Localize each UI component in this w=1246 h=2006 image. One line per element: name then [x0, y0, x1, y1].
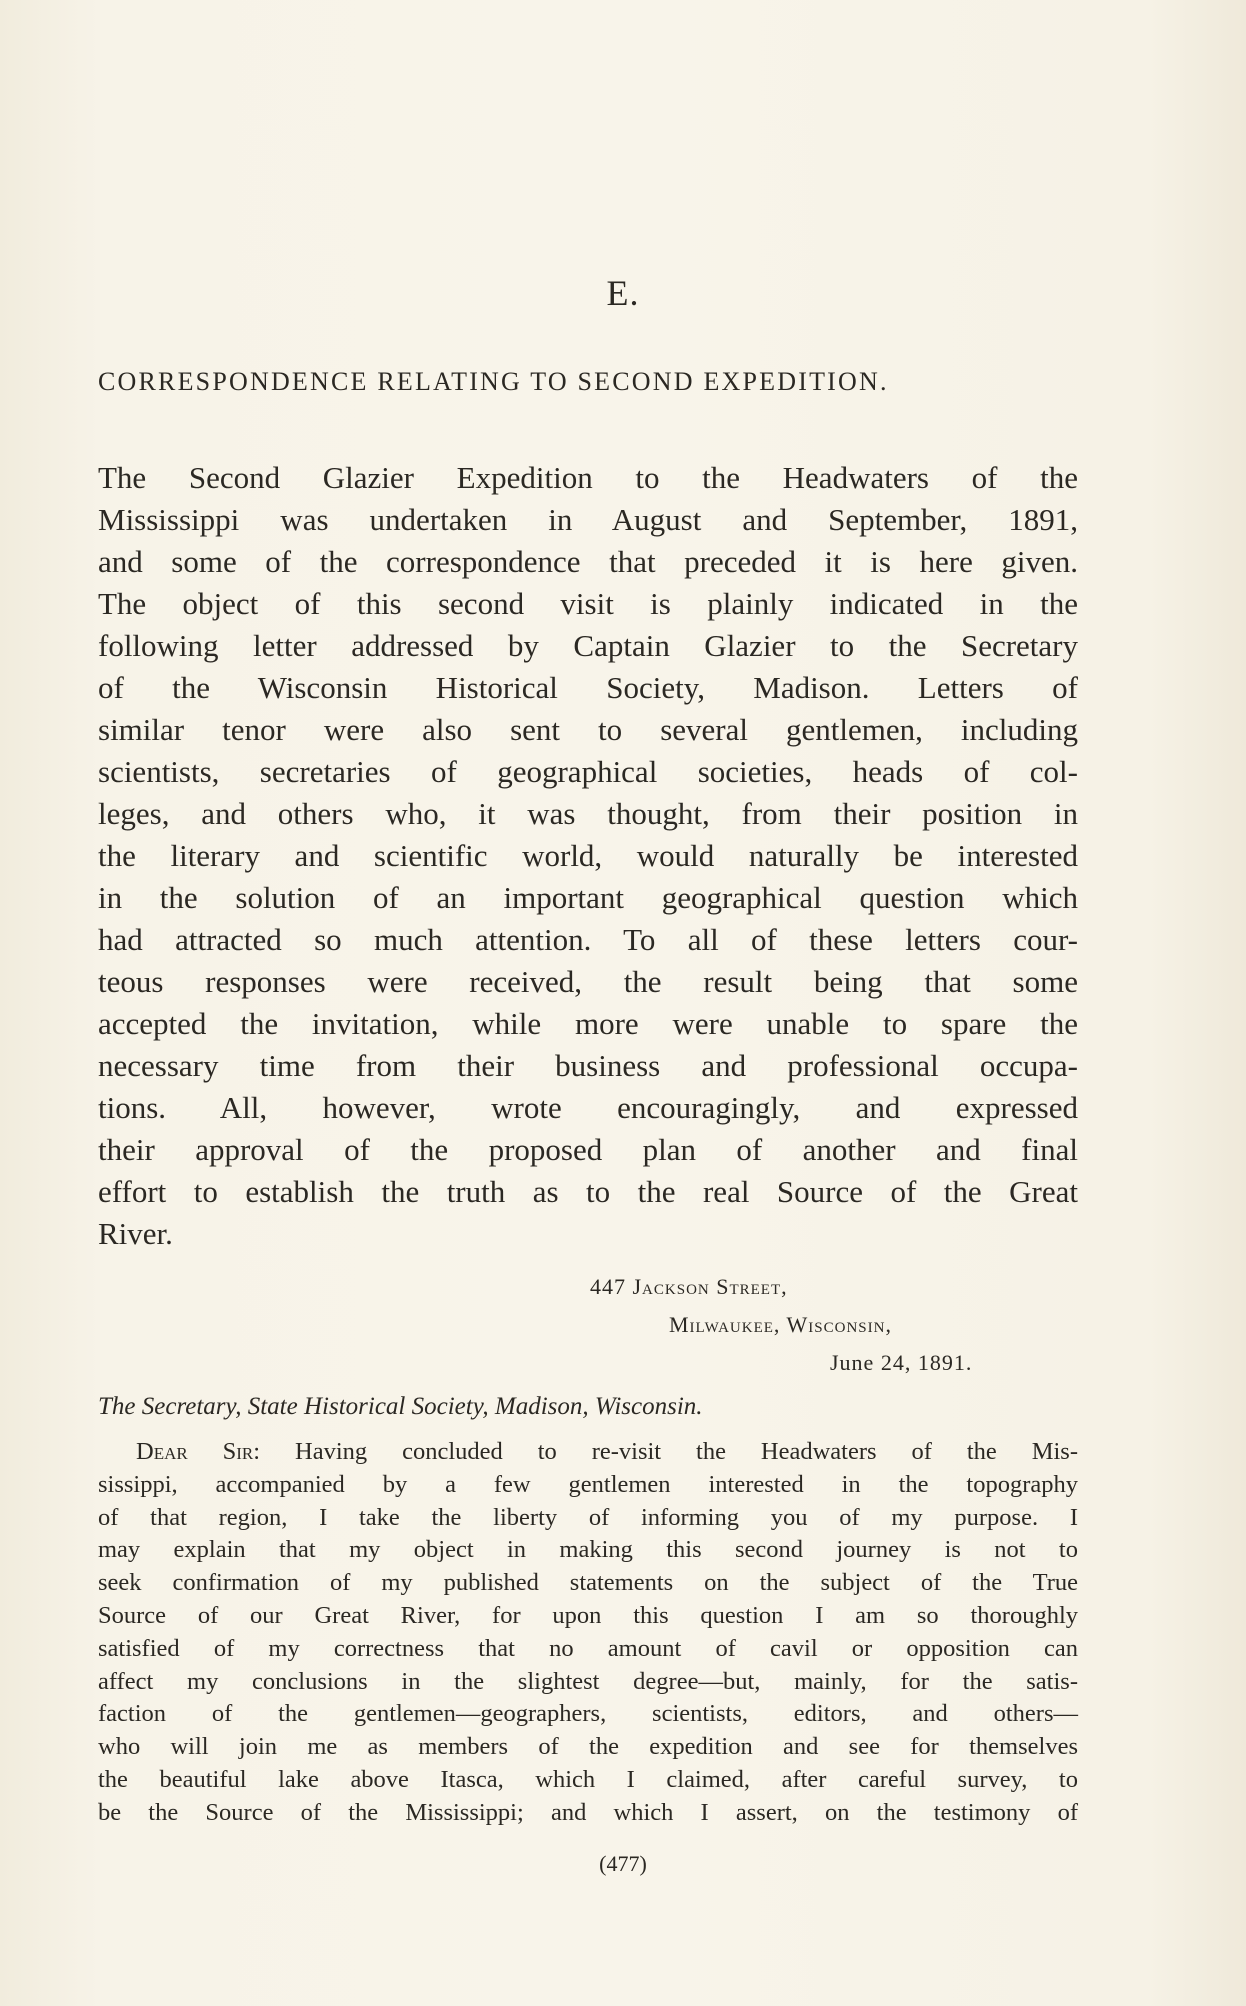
letter-line: the beautiful lake above Itasca, which I claimed, after careful survey, to — [98, 1765, 1078, 1793]
letter-line: satisfied of my correctness that no amount of cavil or opposition can — [98, 1634, 1078, 1662]
paragraph-line: River. — [98, 1216, 173, 1251]
paragraph-line: teous responses were received, the result being that some — [98, 964, 1078, 999]
paragraph-line: necessary time from their business and professional occupa- — [98, 1048, 1078, 1083]
paragraph-line: leges, and others who, it was thought, from their position in — [98, 796, 1078, 831]
paragraph-line: The object of this second visit is plainly indicated in the — [98, 586, 1078, 621]
paragraph-line: the literary and scientific world, would naturally be interested — [98, 838, 1078, 873]
intro-paragraph — [98, 457, 1078, 1255]
paragraph-line: tions. All, however, wrote encouragingly, and expressed — [98, 1090, 1078, 1125]
letter-line: faction of the gentlemen—geographers, scientists, editors, and others— — [98, 1700, 1078, 1728]
address-street: 447 Jackson Street, — [590, 1274, 788, 1299]
letter-line — [98, 1436, 1078, 1469]
letter-date: June 24, 1891. — [830, 1350, 973, 1375]
letter-line: who will join me as members of the expedition and see for themselves — [98, 1733, 1078, 1761]
letter-line: sissippi, accompanied by a few gentlemen interested in the topography — [98, 1470, 1078, 1498]
letter-line: be the Source of the Mississippi; and which I assert, on the testimony of — [98, 1798, 1078, 1826]
letter-line: seek confirmation of my published statements on the subject of the True — [98, 1569, 1078, 1597]
paragraph-line: their approval of the proposed plan of another and final — [98, 1132, 1078, 1167]
paragraph-line: similar tenor were also sent to several gentlemen, including — [98, 712, 1078, 747]
letter-line: Source of our Great River, for upon this question I am so thoroughly — [98, 1601, 1078, 1629]
paragraph-line: scientists, secretaries of geographical societies, heads of col- — [98, 754, 1078, 789]
paragraph-line: Mississippi was undertaken in August and September, 1891, — [98, 502, 1078, 537]
paragraph-line: in the solution of an important geographical question which — [98, 880, 1078, 915]
paragraph-line: effort to establish the truth as to the real Source of the Great — [98, 1174, 1078, 1209]
letter-line: may explain that my object in making this second journey is not to — [98, 1536, 1078, 1564]
letter-line: affect my conclusions in the slightest degree—but, mainly, for the satis- — [98, 1667, 1078, 1695]
paragraph-line: following letter addressed by Captain Glazier to the Secretary — [98, 628, 1078, 663]
letter-line: of that region, I take the liberty of informing you of my purpose. I — [98, 1503, 1078, 1531]
paragraph-line: accepted the invitation, while more were unable to spare the — [98, 1006, 1078, 1041]
letter-salutation: Dear Sir: — [136, 1438, 261, 1465]
paragraph-line: had attracted so much attention. To all of these letters cour- — [98, 922, 1078, 957]
page-number: (477) — [599, 1851, 647, 1876]
paragraph-line: of the Wisconsin Historical Society, Madison. Letters of — [98, 670, 1078, 705]
letter-first-line-text: Having concluded to re-visit the Headwaters of the Mis- — [260, 1438, 1078, 1465]
letter-body — [98, 1436, 1078, 1830]
letter-addressee: The Secretary, State Historical Society, Madison, Wisconsin. — [98, 1393, 703, 1420]
section-title: CORRESPONDENCE RELATING TO SECOND EXPEDITION. — [98, 367, 889, 396]
paragraph-line: The Second Glazier Expedition to the Headwaters of the — [98, 460, 1078, 495]
address-city: Milwaukee, Wisconsin, — [669, 1312, 892, 1337]
paragraph-line: and some of the correspondence that preceded it is here given. — [98, 544, 1078, 579]
appendix-letter-heading: E. — [606, 273, 640, 313]
